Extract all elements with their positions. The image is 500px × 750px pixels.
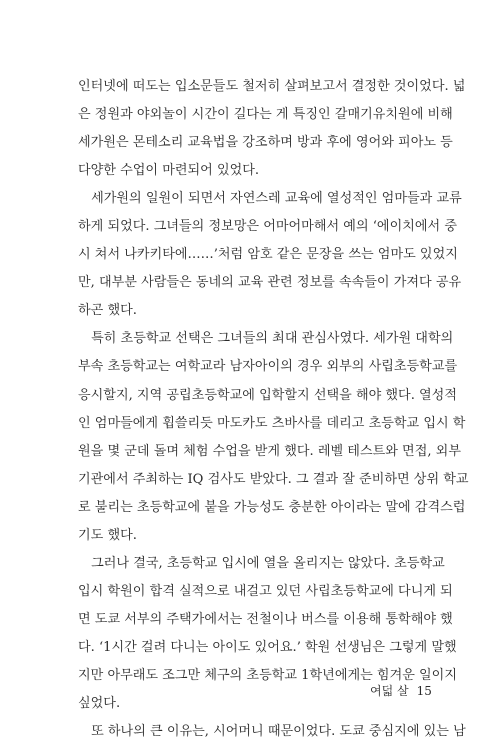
text-line: 면 도쿄 서부의 주택가에서는 전철이나 버스를 이용해 통학해야 했 — [78, 611, 453, 627]
text-line: 시 쳐서 나카키타에……’처럼 암호 같은 문장을 쓰는 엄마도 있었지 — [78, 247, 458, 263]
running-title: 여덟 살 — [370, 684, 409, 698]
text-line: 기도 했다. — [78, 527, 137, 543]
text-line: 다. ‘1시간 걸려 다니는 아이도 있어요.’ 학원 선생님은 그렇게 말했 — [78, 639, 457, 655]
text-line: 특히 초등학교 선택은 그녀들의 최대 관심사였다. 세가원 대학의 — [78, 331, 454, 347]
text-line: 그러나 결국, 초등학교 입시에 열을 올리지는 않았다. 초등학교 — [78, 555, 445, 571]
text-line: 기관에서 주최하는 IQ 검사도 받았다. 그 결과 잘 준비하면 상위 학교 — [78, 471, 469, 487]
text-line: 세가원은 몬테소리 교육법을 강조하며 방과 후에 영어와 피아노 등 — [78, 135, 453, 151]
text-line: 부속 초등학교는 여학교라 남자아이의 경우 외부의 사립초등학교를 — [78, 359, 458, 375]
text-line: 인터넷에 떠도는 입소문들도 철저히 살펴보고서 결정한 것이었다. 넓 — [78, 79, 466, 94]
text-line: 또 하나의 큰 이유는, 시어머니 때문이었다. 도쿄 중심지에 있는 남 — [78, 724, 466, 740]
text-line: 세가원의 일원이 되면서 자연스레 교육에 열성적인 엄마들과 교류 — [78, 191, 462, 207]
text-line: 만, 대부분 사람들은 동네의 교육 관련 정보를 속속들이 가져다 공유 — [78, 275, 462, 291]
paragraph-1 — [78, 73, 466, 185]
text-line: 원을 몇 군데 돌며 체험 수업을 받게 했다. 레벨 테스트와 면접, 외부 — [78, 443, 461, 459]
page-footer — [370, 681, 430, 701]
body-text — [78, 73, 469, 746]
text-line: 인 엄마들에게 휩쓸리듯 마도카도 츠바사를 데리고 초등학교 입시 학 — [78, 415, 466, 431]
text-line: 응시할지, 지역 공립초등학교에 입학할지 선택을 해야 했다. 열성적 — [78, 387, 457, 403]
text-line: 하게 되었다. 그녀들의 정보망은 어마어마해서 예의 ‘에이치에서 중 — [78, 219, 457, 235]
text-line: 싶었다. — [78, 696, 121, 712]
paragraph-5 — [78, 718, 466, 746]
paragraph-2 — [78, 185, 462, 325]
paragraph-3 — [78, 325, 469, 549]
text-line: 입시 학원이 합격 실적으로 내걸고 있던 사립초등학교에 다니게 되 — [78, 583, 453, 599]
page-number: 15 — [416, 684, 432, 698]
text-line: 다양한 수업이 마련되어 있었다. — [78, 163, 260, 179]
text-line: 하곤 했다. — [78, 303, 137, 319]
text-line: 로 불리는 초등학교에 붙을 가능성도 충분한 아이라는 말에 감격스럽 — [78, 499, 466, 515]
text-line: 지만 아무래도 조그만 체구의 초등학교 1학년에게는 힘겨운 일이지 — [78, 667, 457, 683]
text-line: 은 정원과 야외놀이 시간이 길다는 게 특징인 갈매기유치원에 비해 — [78, 107, 453, 123]
